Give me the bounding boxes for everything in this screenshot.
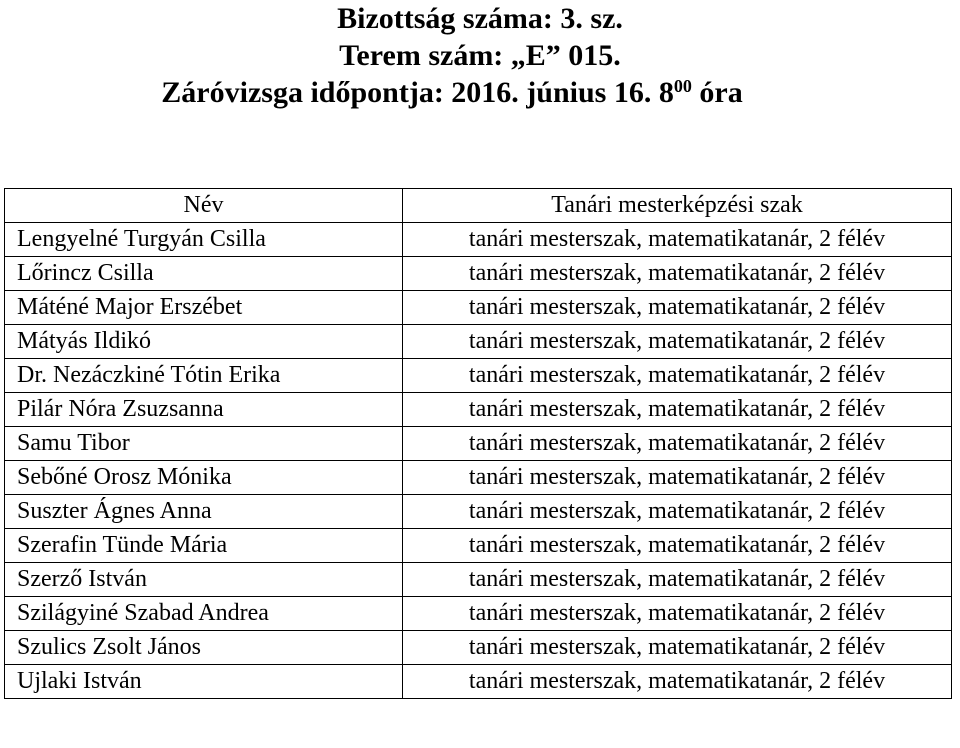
committee-number: Bizottság száma: 3. sz. (337, 2, 623, 35)
candidate-name: Máténé Major Erszébet (5, 291, 403, 325)
candidate-program: tanári mesterszak, matematikatanár, 2 félév (403, 495, 952, 529)
table-row (5, 291, 952, 325)
candidate-name: Suszter Ágnes Anna (5, 495, 403, 529)
candidate-name: Dr. Nezáczkiné Tótin Erika (5, 359, 403, 393)
exam-time-minutes: 00 (673, 76, 692, 96)
candidate-name: Ujlaki István (5, 665, 403, 699)
candidate-program: tanári mesterszak, matematikatanár, 2 félév (403, 325, 952, 359)
candidate-program: tanári mesterszak, matematikatanár, 2 félév (403, 359, 952, 393)
table-row (5, 563, 952, 597)
table-row (5, 325, 952, 359)
candidate-program: tanári mesterszak, matematikatanár, 2 félév (403, 427, 952, 461)
table-body (5, 223, 952, 699)
candidate-program: tanári mesterszak, matematikatanár, 2 félév (403, 223, 952, 257)
candidate-name: Szerafin Tünde Mária (5, 529, 403, 563)
candidate-name: Mátyás Ildikó (5, 325, 403, 359)
exam-date-time (0, 74, 960, 111)
table-row (5, 359, 952, 393)
candidate-name: Sebőné Orosz Mónika (5, 461, 403, 495)
exam-date-label: Záróvizsga időpontja: 2016. június 16. 8 (161, 76, 674, 109)
table-row (5, 597, 952, 631)
candidate-program: tanári mesterszak, matematikatanár, 2 félév (403, 461, 952, 495)
candidate-program: tanári mesterszak, matematikatanár, 2 félév (403, 257, 952, 291)
table-row (5, 427, 952, 461)
candidate-program: tanári mesterszak, matematikatanár, 2 félév (403, 291, 952, 325)
candidate-table (4, 188, 952, 699)
table-row (5, 461, 952, 495)
table-row (5, 495, 952, 529)
candidate-name: Lőrincz Csilla (5, 257, 403, 291)
table-row (5, 223, 952, 257)
candidate-program: tanári mesterszak, matematikatanár, 2 félév (403, 393, 952, 427)
candidate-program: tanári mesterszak, matematikatanár, 2 félév (403, 631, 952, 665)
candidate-name: Szulics Zsolt János (5, 631, 403, 665)
room-number: Terem szám: „E” 015. (339, 39, 621, 72)
column-header-program: Tanári mesterképzési szak (403, 189, 952, 223)
candidate-program: tanári mesterszak, matematikatanár, 2 félév (403, 563, 952, 597)
candidate-program: tanári mesterszak, matematikatanár, 2 félév (403, 665, 952, 699)
table-row (5, 665, 952, 699)
exam-time-unit: óra (691, 76, 743, 109)
candidate-name: Pilár Nóra Zsuzsanna (5, 393, 403, 427)
table-header-row (5, 189, 952, 223)
candidate-name: Szilágyiné Szabad Andrea (5, 597, 403, 631)
table-row (5, 393, 952, 427)
candidate-program: tanári mesterszak, matematikatanár, 2 félév (403, 529, 952, 563)
table-row (5, 631, 952, 665)
document-header (0, 0, 960, 111)
candidate-name: Samu Tibor (5, 427, 403, 461)
candidate-name: Lengyelné Turgyán Csilla (5, 223, 403, 257)
column-header-name: Név (5, 189, 403, 223)
candidate-name: Szerző István (5, 563, 403, 597)
table-row (5, 257, 952, 291)
table-row (5, 529, 952, 563)
candidate-program: tanári mesterszak, matematikatanár, 2 félév (403, 597, 952, 631)
